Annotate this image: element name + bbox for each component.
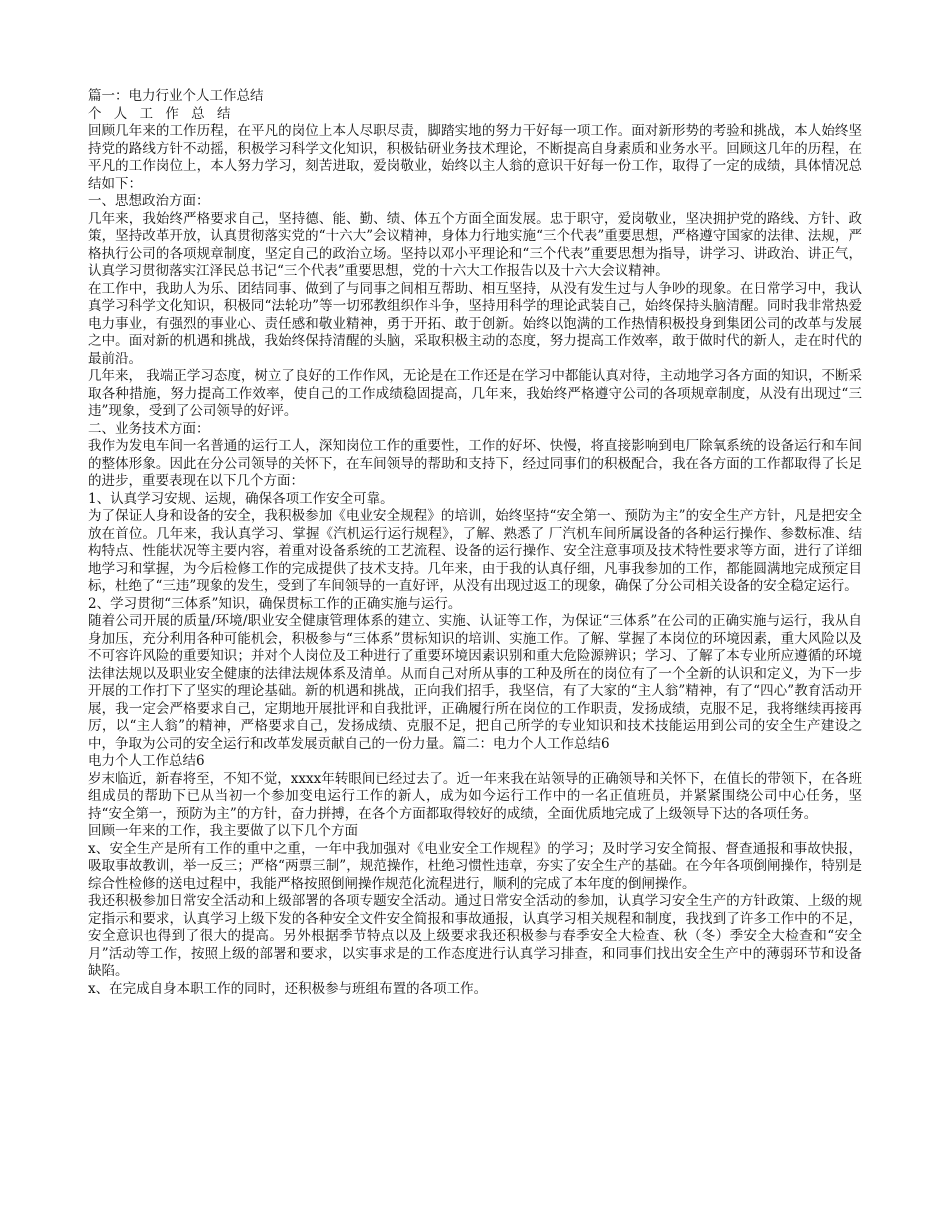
paragraph: 我作为发电车间一名普通的运行工人，深知岗位工作的重要性，工作的好坏、快慢，将直接影响到电厂除氧系统的设备运行和车间的整体形象。因此在分公司领导的关怀下，在车间领导的帮助和支持下，经过同事们的积极配合，我在各方面的工作都取得了长足的进步，重要表现在以下几个方面： <box>88 438 862 489</box>
paragraph: 随着公司开展的质量/环境/职业安全健康管理体系的建立、实施、认证等工作，为保证“三体系”在公司的正确实施与运行，我从自身加压，充分利用各种可能机会，积极参与“三体系”贯标知识的培训、实施工作。了解、掌握了本岗位的环境因素，重大风险以及不可容许风险的重要知识；并对个人岗位及工种进行了重要环境因素识别和重大危险源辨识；学习、了解了本专业所应遵循的环境法律法规以及职业安全健康的法律法规体系及清单。从而自己对所从事的工种及所在的岗位有了一个全新的认识和定义，为下一步开展的工作打下了坚实的理论基础。新的机遇和挑战，正向我们招手，我坚信，有了大家的“主人翁”精神，有了“四心”教育活动开展，我一定会严格要求自己，定期地开展批评和自我批评，正确履行所在岗位的工作职责，发扬成绩，克服不足，我将继续再接再厉，以“主人翁”的精神，严格要求自己，发扬成绩、克服不足，把自己所学的专业知识和技术技能运用到公司的安全生产建设之中，争取为公司的安全运行和改革发展贡献自己的一份力量。篇二：电力个人工作总结6 <box>88 613 862 752</box>
paragraph: 几年来，我始终严格要求自己，坚持德、能、勤、绩、体五个方面全面发展。忠于职守，爱岗敬业，坚决拥护党的路线、方针、政策，坚持改革开放，认真贯彻落实党的“十六大”会议精神，身体力行地实施“三个代表”重要思想，严格遵守国家的法律、法规，严格执行公司的各项规章制度，坚定自己的政治立场。坚持以邓小平理论和“三个代表”重要思想为指导，讲学习、讲政治、讲正气，认真学习贯彻落实江泽民总书记“三个代表”重要思想，党的十六大工作报告以及十六大会议精神。 <box>88 210 862 279</box>
subsection-heading: 2、学习贯彻“三体系”知识，确保贯标工作的正确实施与运行。 <box>88 595 462 612</box>
paragraph: x、在完成自身本职工作的同时，还积极参与班组布置的各项工作。 <box>88 980 488 997</box>
paragraph: 回顾一年来的工作，我主要做了以下几个方面 <box>88 823 358 839</box>
section-heading-political: 一、思想政治方面： <box>88 193 210 209</box>
section-heading-part-two: 电力个人工作总结6 <box>88 753 205 769</box>
document-title: 篇一：电力行业个人工作总结 <box>88 88 264 104</box>
section-heading-technical: 二、业务技术方面： <box>88 420 210 437</box>
paragraph-intro: 回顾几年来的工作历程，在平凡的岗位上本人尽职尽责，脚踏实地的努力干好每一项工作。面对新形势的考验和挑战，本人始终坚持党的路线方针不动摇，积极学习科学文化知识，积极钻研业务技术理论，不断提高自身素质和业务水平。回顾这几年的历程，在平凡的工作岗位上，本人努力学习，刻苦进取，爱岗敬业，始终以主人翁的意识干好每一份工作，取得了一定的成绩，具体情况总结如下： <box>88 123 862 192</box>
document-subtitle: 个 人 工 作 总 结 <box>88 105 235 122</box>
document-page <box>88 88 862 998</box>
paragraph: 为了保证人身和设备的安全，我积极参加《电业安全规程》的培训，始终坚持“安全第一、预防为主”的安全生产方针，凡是把安全放在首位。几年来，我认真学习、掌握《汽机运行运行规程》，了解、熟悉了 厂汽机车间所属设备的各种运行操作、参数标准、结构特点、性能状况等主要内容，着重对设备系统的工艺流程、设备的运行操作、安全注意事项及技术特性要求等方面，进行了详细地学习和掌握，为今后检修工作的完成提供了技术支持。几年来，由于我的认真仔细，凡事我参加的工作，都能圆满地完成预定目标，杜绝了“三违”现象的发生，受到了车间领导的一直好评，从没有出现过返工的现象，确保了分公司相关设备的安全稳定运行。 <box>88 508 862 594</box>
paragraph: 几年来， 我端正学习态度，树立了良好的工作作风，无论是在工作还是在学习中都能认真对待，主动地学习各方面的知识，不断采取各种措施，努力提高工作效率，使自己的工作成绩稳固提高，几年来，我始终严格遵守公司的各项规章制度，从没有出现过“三违”现象，受到了公司领导的好评。 <box>88 368 862 419</box>
subsection-heading: 1、认真学习安规、运规，确保各项工作安全可靠。 <box>88 490 394 507</box>
paragraph: x、安全生产是所有工作的重中之重，一年中我加强对《电业安全工作规程》的学习；及时学习安全简报、督查通报和事故快报，吸取事故教训，举一反三；严格“两票三制”，规范操作，杜绝习惯性违章，夯实了安全生产的基础。在今年各项倒闸操作，特别是综合性检修的送电过程中，我能严格按照倒闸操作规范化流程进行，顺利的完成了本年度的倒闸操作。 <box>88 840 862 892</box>
paragraph: 在工作中，我助人为乐、团结同事、做到了与同事之间相互帮助、相互坚持，从没有发生过与人争吵的现象。在日常学习中，我认真学习科学文化知识，积极同“法轮功”等一切邪教组织作斗争，坚持用科学的理论武装自己，始终保持头脑清醒。同时我非常热爱电力事业，有强烈的事业心、责任感和敬业精神，勇于开拓、敢于创新。始终以饱满的工作热情积极投身到集团公司的改革与发展之中。面对新的机遇和挑战，我始终保持清醒的头脑，采取积极主动的态度，努力提高工作效率，敢于做时代的新人，走在时代的最前沿。 <box>88 280 862 367</box>
paragraph: 岁末临近，新春将至，不知不觉，xxxx年转眼间已经过去了。近一年来我在站领导的正确领导和关怀下，在值长的带领下，在各班组成员的帮助下已从当初一个参加变电运行工作的新人，成为如今运行工作中的一名正值班员，并紧紧围绕公司中心任务，坚持“安全第一，预防为主”的方针，奋力拼搏，在各个方面都取得较好的成绩，全面优质地完成了上级领导下达的各项任务。 <box>88 770 862 822</box>
paragraph: 我还积极参加日常安全活动和上级部署的各项专题安全活动。通过日常安全活动的参加，认真学习安全生产的方针政策、上级的规定指示和要求，认真学习上级下发的各种安全文件安全简报和事故通报，认真学习相关规程和制度，我找到了许多工作中的不足，安全意识也得到了很大的提高。另外根据季节特点以及上级要求我还积极参与春季安全大检查、秋（冬）季安全大检查和“安全月”活动等工作，按照上级的部署和要求，以实事求是的工作态度进行认真学习排查，和同事们找出安全生产中的薄弱环节和设备缺陷。 <box>88 893 862 979</box>
